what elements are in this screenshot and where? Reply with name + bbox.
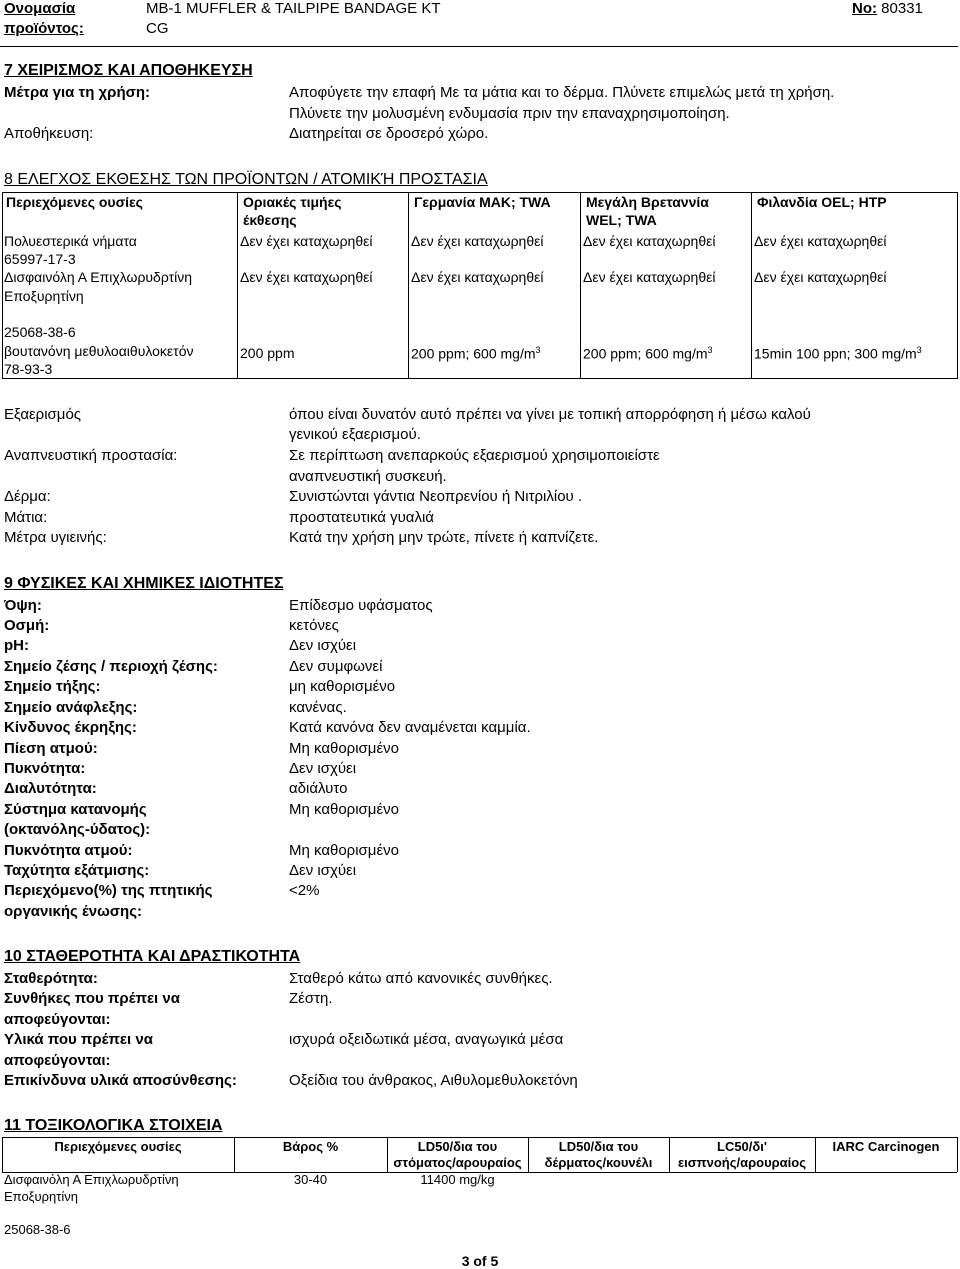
property-value: <2% <box>289 882 320 899</box>
conditions-label-cont: αποφεύγονται: <box>4 1011 111 1028</box>
table-col-divider <box>751 192 752 378</box>
page-number: 3 of 5 <box>461 1253 499 1269</box>
property-label: Πίεση ατμού: <box>4 740 98 757</box>
document-number-value: 80331 <box>881 0 923 17</box>
property-value: Κατά κανόνα δεν αναμένεται καμμία. <box>289 719 531 736</box>
property-value: Μη καθορισμένο <box>289 801 399 818</box>
property-label: Σημείο ανάφλεξης: <box>4 699 138 716</box>
table-top-border <box>2 1137 957 1138</box>
tox-header-ld50-oral: LD50/δια του <box>417 1139 498 1154</box>
col-header-limits: Οριακές τιμήες <box>243 194 342 210</box>
storage-label: Αποθήκευση: <box>4 125 94 142</box>
row-3-germany <box>411 345 541 362</box>
product-name-cont: CG <box>146 20 169 37</box>
row-3-germany-text: 200 ppm; 600 mg/m <box>411 345 536 362</box>
product-name-label: Ονομασία <box>4 0 76 17</box>
tox-row-cas: 25068-38-6 <box>4 1222 71 1237</box>
row-3-uk <box>583 345 713 362</box>
row-1-germany: Δεν έχει καταχωρηθεί <box>411 233 544 249</box>
col-header-germany: Γερμανία MAK; TWA <box>414 194 551 210</box>
row-2-limit: Δεν έχει καταχωρηθεί <box>240 269 373 285</box>
col-header-finland: Φιλανδία OEL; HTP <box>757 194 887 210</box>
property-label: Πυκνότητα: <box>4 760 86 777</box>
section-10-title: 10 ΣΤΑΘΕΡΟΤΗΤΑ ΚΑΙ ΔΡΑΣΤΙΚΟΤΗΤΑ <box>4 948 301 965</box>
property-value: Δεν ισχύει <box>289 862 357 879</box>
row-3-limit: 200 ppm <box>240 345 295 361</box>
conditions-label: Συνθήκες που πρέπει να <box>4 990 180 1007</box>
document-number <box>852 0 923 17</box>
table-top-border <box>2 192 958 193</box>
document-number-label: No: <box>852 0 877 17</box>
tox-header-ld50-dermal: LD50/δια του <box>558 1139 639 1154</box>
property-label: Σημείο τήξης: <box>4 678 101 695</box>
product-name-label-cont: προϊόντος: <box>4 20 84 37</box>
ventilation-value-cont: γενικού εξαερισμού. <box>289 426 421 443</box>
property-value: Δεν ισχύει <box>289 760 357 777</box>
property-label: Κίνδυνος έκρηξης: <box>4 719 137 736</box>
tox-header-ld50-oral-cont: στόματος/αρουραίος <box>393 1155 522 1170</box>
row-3-finland-text: 15min 100 ppn; 300 mg/m <box>754 345 917 362</box>
table-left-border <box>2 192 3 378</box>
row-2-substance: Δισφαινόλη Α Επιχλωρυδρτίνη <box>4 269 193 285</box>
stability-label: Σταθερότητα: <box>4 970 98 987</box>
eyes-label: Μάτια: <box>4 509 48 526</box>
materials-value: ισχυρά οξειδωτικά μέσα, αναγωγικά μέσα <box>289 1031 564 1048</box>
property-value: αδιάλυτο <box>289 780 348 797</box>
skin-value: Συνιστώνται γάντια Νεοπρενίου ή Νιτριλίου . <box>289 488 583 505</box>
tox-header-lc50-cont: εισπνοής/αρουραίος <box>677 1155 806 1170</box>
property-label: Ταχύτητα εξάτμισης: <box>4 862 150 879</box>
table-bottom-border <box>2 378 958 379</box>
storage-value: Διατηρείται σε δροσερό χώρο. <box>289 125 489 142</box>
use-measures-value-cont: Πλύνετε την μολυσμένη ενδυμασία πριν την επαναχρησιμοποίηση. <box>289 105 730 122</box>
row-3-uk-text: 200 ppm; 600 mg/m <box>583 345 708 362</box>
table-col-divider <box>580 192 581 378</box>
row-3-cas: 78-93-3 <box>4 361 53 377</box>
use-measures-label: Μέτρα για τη χρήση: <box>4 84 151 101</box>
tox-row-substance-cont: Εποξυρητίνη <box>4 1189 78 1204</box>
tox-row-ld50-oral: 11400 mg/kg <box>420 1172 495 1187</box>
tox-header-lc50: LC50/δι' <box>717 1139 767 1154</box>
section-11-title: 11 ΤΟΞΙΚΟΛΟΓΙΚΑ ΣΤΟΙΧΕΙΑ <box>4 1117 223 1134</box>
decomposition-value: Οξείδια του άνθρακος, Αιθυλομεθυλοκετόνη <box>289 1072 578 1089</box>
row-1-finland: Δεν έχει καταχωρηθεί <box>754 233 887 249</box>
table-col-divider <box>957 1137 958 1172</box>
property-label: pH: <box>4 637 29 654</box>
hygiene-label: Μέτρα υγιεινής: <box>4 529 107 546</box>
ventilation-label: Εξαερισμός <box>4 406 82 423</box>
property-value: Δεν συμφωνεί <box>289 658 383 675</box>
skin-label: Δέρμα: <box>4 488 51 505</box>
ventilation-value: όπου είναι δυνατόν αυτό πρέπει να γίνει με τοπική απορρόφηση ή μέσω καλού <box>289 406 811 423</box>
property-value: Μη καθορισμένο <box>289 740 399 757</box>
col-header-limits-cont: έκθεσης <box>243 212 297 228</box>
row-1-cas: 65997-17-3 <box>4 251 76 267</box>
row-2-germany: Δεν έχει καταχωρηθεί <box>411 269 544 285</box>
property-label: Πυκνότητα ατμού: <box>4 842 133 859</box>
row-1-substance: Πολυεστερικά νήματα <box>4 233 137 249</box>
property-label: (οκτανόλης-ύδατος): <box>4 821 151 838</box>
respiratory-label: Αναπνευστική προστασία: <box>4 447 178 464</box>
property-value: Επίδεσμο υφάσματος <box>289 597 433 614</box>
property-label: Οσμή: <box>4 617 50 634</box>
materials-label: Υλικά που πρέπει να <box>4 1031 153 1048</box>
header-divider <box>0 46 958 47</box>
tox-row-substance: Δισφαινόλη Α Επιχλωρυδρτίνη <box>4 1172 179 1187</box>
product-name: MB-1 MUFFLER & TAILPIPE BANDAGE KT <box>146 0 441 17</box>
row-2-cas: 25068-38-6 <box>4 324 76 340</box>
eyes-value: προστατευτικά γυαλιά <box>289 509 434 526</box>
superscript: 3 <box>535 345 541 355</box>
row-2-substance-cont: Εποξυρητίνη <box>4 288 84 304</box>
tox-row-weight: 30-40 <box>293 1172 328 1187</box>
conditions-value: Ζέστη. <box>289 990 333 1007</box>
property-label: Σύστημα κατανομής <box>4 801 147 818</box>
use-measures-value: Αποφύγετε την επαφή Με τα μάτια και το δέρμα. Πλύνετε επιμελώς μετά τη χρήση. <box>289 84 835 101</box>
col-header-substances: Περιεχόμενες ουσίες <box>6 194 143 210</box>
property-label: οργανικής ένωσης: <box>4 903 143 920</box>
section-8-title: 8 ΕΛΕΓΧΟΣ ΕΚΘΕΣΗΣ ΤΩΝ ΠΡΟΪΟΝΤΩΝ / ΑΤΟΜΙΚΉ ΠΡΟΣΤΑΣΙΑ <box>4 171 488 188</box>
table-col-divider <box>408 192 409 378</box>
decomposition-label: Επικίνδυνα υλικά αποσύνθεσης: <box>4 1072 237 1089</box>
tox-header-ld50-dermal-cont: δέρματος/κουνέλι <box>544 1155 653 1170</box>
col-header-uk: Μεγάλη Βρεταννία <box>586 194 709 210</box>
property-value: Μη καθορισμένο <box>289 842 399 859</box>
section-7-title: 7 ΧΕΙΡΙΣΜΟΣ ΚΑΙ ΑΠΟΘΗΚΕΥΣΗ <box>4 62 253 79</box>
tox-header-substances: Περιεχόμενες ουσίες <box>54 1139 182 1154</box>
hygiene-value: Κατά την χρήση μην τρώτε, πίνετε ή καπνίζετε. <box>289 529 599 546</box>
property-value: κανένας. <box>289 699 347 716</box>
row-2-uk: Δεν έχει καταχωρηθεί <box>583 269 716 285</box>
property-label: Σημείο ζέσης / περιοχή ζέσης: <box>4 658 218 675</box>
row-1-uk: Δεν έχει καταχωρηθεί <box>583 233 716 249</box>
row-1-limit: Δεν έχει καταχωρηθεί <box>240 233 373 249</box>
superscript: 3 <box>916 345 922 355</box>
respiratory-value-cont: αναπνευστική συσκευή. <box>289 468 447 485</box>
row-2-finland: Δεν έχει καταχωρηθεί <box>754 269 887 285</box>
superscript: 3 <box>707 345 713 355</box>
section-9-title: 9 ΦΥΣΙΚΕΣ ΚΑΙ ΧΗΜΙΚΕΣ ΙΔΙΟΤΗΤΕΣ <box>4 575 284 592</box>
property-value: Δεν ισχύει <box>289 637 357 654</box>
tox-header-iarc: IARC Carcinogen <box>832 1139 940 1154</box>
property-label: Περιεχόμενο(%) της πτητικής <box>4 882 213 899</box>
property-label: Διαλυτότητα: <box>4 780 97 797</box>
col-header-uk-cont: WEL; TWA <box>586 212 657 228</box>
respiratory-value: Σε περίπτωση ανεπαρκούς εξαερισμού χρησιμοποιείστε <box>289 447 660 464</box>
tox-header-weight: Βάρος % <box>282 1139 339 1154</box>
row-3-substance: βουτανόνη μεθυλοαιθυλοκετόν <box>4 343 194 359</box>
table-right-border <box>957 192 958 378</box>
property-value: μη καθορισμένο <box>289 678 396 695</box>
row-3-finland <box>754 345 922 362</box>
property-label: Όψη: <box>4 597 42 614</box>
property-value: κετόνες <box>289 617 339 634</box>
table-col-divider <box>237 192 238 378</box>
stability-value: Σταθερό κάτω από κανονικές συνθήκες. <box>289 970 553 987</box>
materials-label-cont: αποφεύγονται: <box>4 1052 111 1069</box>
